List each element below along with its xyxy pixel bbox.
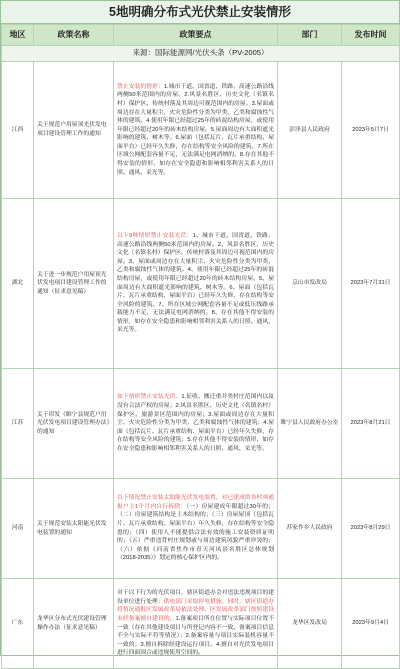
cell-dept: 睢宁县人民政府办公室 <box>278 369 342 479</box>
cell-points <box>114 199 278 369</box>
cell-policy: 龙华区分布式光伏建设管理操作办法（征求意见稿） <box>34 579 114 669</box>
cell-policy: 关于印发《睢宁县规范户用光伏发电项目建设管理办法》的通知 <box>34 369 114 479</box>
cell-date: 2023年9月4日 <box>342 579 400 669</box>
cell-dept: 彭泽县人民政府 <box>278 62 342 199</box>
cell-region: 江苏 <box>2 369 34 479</box>
cell-policy: 关于规范安装太阳能光伏发电装置的通知 <box>34 479 114 579</box>
points-highlight: 供电部门采取停电措施。同时，辖区街道办将情况通报区发展改革局依法处理。区发展改革部门按照建设未经备案擅自建设的， <box>117 598 274 622</box>
points-text: （一）房屋建成年限超过30年的；（二）房屋建筑结构是土木结构的；（三）房屋屋顶（包括瓦片、瓦片承重结构、屋面平台）年久失修，存在结构等安全隐患的；（四）使用人不能提供合法有效的施工安装资质证明的；（五）严重违背村庄规划或与周边建筑风貌严重冲突的；（六）依据《河南省焦作市青天河风景名胜区总体规划（2018-2035）》划定的核心保护区内的。 <box>117 503 274 562</box>
table-row <box>2 199 400 369</box>
cell-region: 广东 <box>2 579 34 669</box>
header-points: 政策要点 <box>114 25 278 46</box>
policy-table <box>1 24 400 669</box>
header-region: 地区 <box>2 25 34 46</box>
table-row <box>2 62 400 199</box>
table-row <box>2 579 400 669</box>
cell-points <box>114 369 278 479</box>
cell-region: 河南 <box>2 479 34 579</box>
cell-dept: 龙华区发改局 <box>278 579 342 669</box>
source-text: 来源：国际能源网/光伏头条（PV-2005） <box>2 46 400 62</box>
header-row <box>2 25 400 46</box>
points-text: 1.城市干道、国省道、铁路、高速公路沿线两侧50米范围内的房屋。2.风景名胜区、历史文化（名镇名村）保护区、传统村落及其周边可视范围内的房屋。3.屋面或周边存在大量积尘、火灾危险性分类为甲类、乙类和腐蚀性气体的建筑。4.使用年限已经超过25年的砖混结构房屋，或使用年限已经超过20年的砖木结构房屋。5.屋面周边有大面积遮光影响的建筑、树木等。6.屋面（包括瓦片、瓦片承重结构、屋面平台）已经年久失修，存在结构等安全风险的建筑。7.所在区域公网配套容量不足，无法满足电网消纳的。8.存在其他不得安装的情形，如存在安全隐患和影响相邻利害关系人的日照、通风、采光等。 <box>117 83 274 176</box>
points-text: 1.征收、搬迁重并类村庄范围内以及没有合法产权的房屋；2.风景名胜区、历史文化（名镇名村）保护区、旅游景区范围内的房屋；3.屋面或周边存在大量积尘、火灾危险性分类为甲类、乙类和腐蚀性气体的建筑；4.屋面（包括瓦片、瓦片承重结构、屋面平台）已经年久失修，存在结构等安全风险的建筑；5.存在其他不得安装的情形，如存在安全隐患和影响相邻利害关系人的日照、通风、采光等。 <box>117 394 274 452</box>
header-policy: 政策名称 <box>34 25 114 46</box>
cell-region: 江西 <box>2 62 34 199</box>
table-row <box>2 369 400 479</box>
points-highlight: 以下情况禁止安装太阳能光伏发电装置，对已建成的各村须通报户主1个月内自行拆除： <box>117 495 274 510</box>
cell-date: 2023年8月29日 <box>342 479 400 579</box>
cell-date: 2023年5月7日 <box>342 62 400 199</box>
cell-dept: 京山市发改局 <box>278 199 342 369</box>
cell-date: 2023年8月21日 <box>342 369 400 479</box>
table-row <box>2 479 400 579</box>
cell-region: 湖北 <box>2 199 34 369</box>
header-dept: 部门 <box>278 25 342 46</box>
points-intro: 对于以下行为的光伏项目，辖区街道办会对违法违规项目的建设单位进行处理： <box>117 590 274 605</box>
cell-dept: 苏家作乡人民政府 <box>278 479 342 579</box>
points-highlight: 以下8种情形禁止安装光伏： <box>117 232 193 239</box>
cell-points <box>114 62 278 199</box>
source-row <box>2 46 400 62</box>
header-date: 发布时间 <box>342 25 400 46</box>
cell-date: 2023年7月31日 <box>342 199 400 369</box>
page-title: 5地明确分布式光伏禁止安装情形 <box>1 1 399 24</box>
cell-points <box>114 479 278 579</box>
cell-policy: 关于规范户用屋顶光伏发电项目建设管理工作的通知 <box>34 62 114 199</box>
cell-policy: 关于进一步规范户用屋顶光伏发电项目建设管理工作的通知（征求意见稿） <box>34 199 114 369</box>
points-text: 1.备案项目所在位置与实际项目位置不一致（存在其他建设项目与所登记内容不一致、备案项目信息不全与实际不符等情况）；2.备案容量与项目实际装机容量不一致的；3.擅自拆除经建设运行项目、4.擅自对光伏发电项目进行四面围合或违规使用空间的。 <box>117 615 274 657</box>
points-highlight: 如下情形禁止安装光伏： <box>117 394 182 401</box>
cell-points <box>114 579 278 669</box>
points-text: 1、城市干道、国省道、铁路、高速公路沿线两侧50米范围内的房屋。2、风景名胜区、历史文化（名镇名村）保护区、传统村落及其周边可视范围内的房屋。3、屋面或周边存在大量积尘、火灾危险性分类为甲类、乙类和腐蚀性气体的建筑。4、使用年限已经超过25年的砖混结构房屋，或使用年限已经超过20年的砖木结构房屋。5、屋面周边有大面积遮光影响的建筑、树木等。6、屋面（包括瓦片、瓦片承重结构、屋面平台）已经年久失修，存在结构等安全风险的建筑。7、所在区域公网配套容量不足或低压线路承载能力不足，无法满足电网消纳的。8、存在其他不得安装的情形，如存在安全隐患和影响相邻利害关系人的日照、通风、采光等。 <box>117 232 274 334</box>
points-highlight: 禁止安装的情形： <box>117 83 164 90</box>
